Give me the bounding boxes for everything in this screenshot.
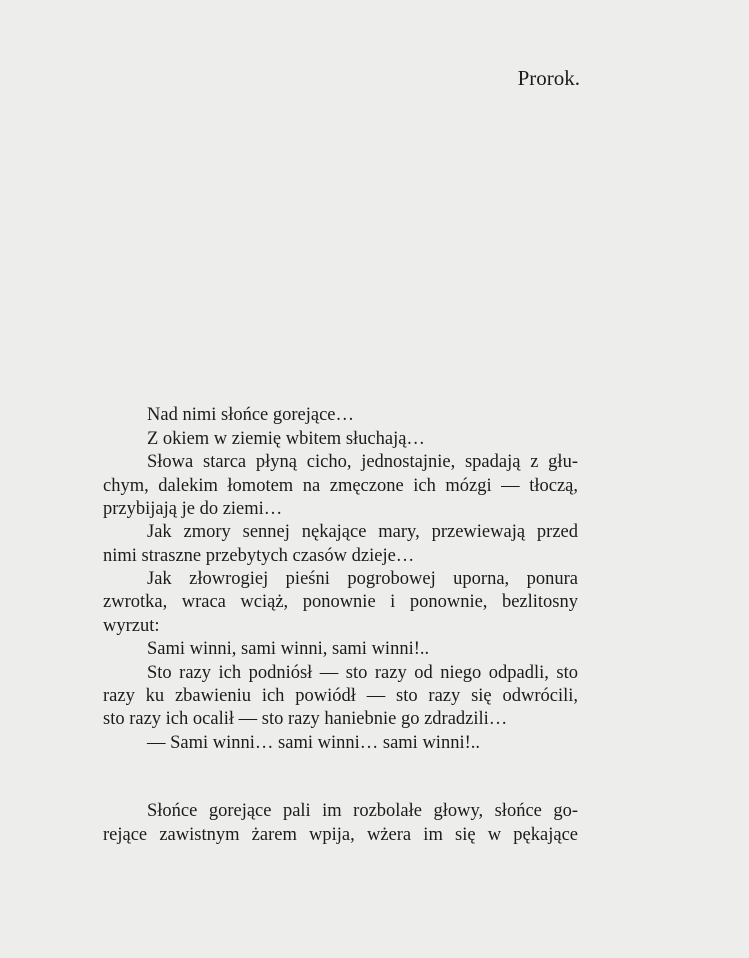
text-line: rejące zawistnym żarem wpija, wżera im się w pękające bbox=[103, 825, 578, 845]
text-line: przybijają je do ziemi… bbox=[103, 499, 283, 519]
text-line: Sto razy ich podniósł — sto razy od niego odpadli, sto bbox=[147, 663, 578, 683]
text-line: chym, dalekim łomotem na zmęczone ich mózgi — tłoczą, bbox=[103, 476, 578, 496]
text-line: — Sami winni… sami winni… sami winni!.. bbox=[147, 733, 480, 753]
text-line: Sami winni, sami winni, sami winni!.. bbox=[147, 639, 430, 659]
text-line: Jak złowrogiej pieśni pogrobowej uporna, ponura bbox=[147, 569, 578, 589]
text-line: Jak zmory sennej nękające mary, przewiewają przed bbox=[147, 522, 578, 542]
text-line: zwrotka, wraca wciąż, ponownie i ponownie, bezlitosny bbox=[103, 592, 578, 612]
text-line: sto razy ich ocalił — sto razy haniebnie go zdradzili… bbox=[103, 709, 508, 729]
text-line: Nad nimi słońce gorejące… bbox=[147, 405, 355, 425]
text-line: razy ku zbawieniu ich powiódł — sto razy się odwrócili, bbox=[103, 686, 578, 706]
text-line: Słowa starca płyną cicho, jednostajnie, spadają z głu- bbox=[147, 452, 578, 472]
running-head: Prorok. bbox=[517, 66, 580, 90]
text-line: nimi straszne przebytych czasów dzieje… bbox=[103, 546, 415, 566]
text-line: Z okiem w ziemię wbitem słuchają… bbox=[147, 429, 425, 449]
text-line: Słońce gorejące pali im rozbolałe głowy, słońce go- bbox=[147, 801, 578, 821]
text-line: wyrzut: bbox=[103, 616, 160, 636]
